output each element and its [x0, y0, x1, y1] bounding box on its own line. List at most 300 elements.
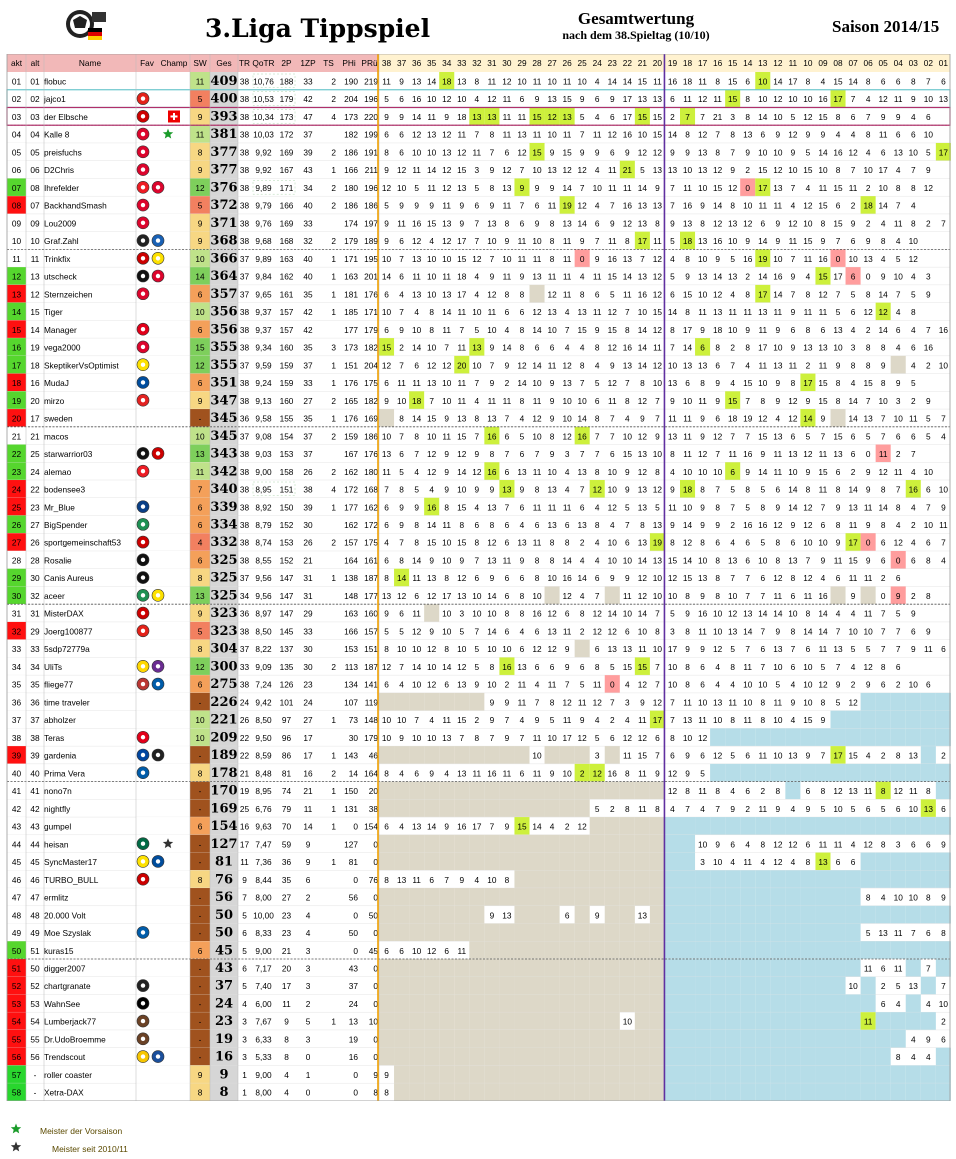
round-score: 14	[622, 271, 632, 282]
round-cell-bg	[725, 888, 740, 906]
zp1-value: 30	[303, 520, 313, 530]
round-score: 8	[820, 218, 826, 229]
round-score: 12	[592, 697, 602, 708]
round-score: 8	[715, 147, 720, 158]
table-row	[7, 480, 950, 498]
round-score: 17	[833, 750, 843, 761]
qotr-value: 9,08	[255, 431, 272, 442]
round-score: 15	[427, 218, 437, 229]
ts-value: 2	[331, 236, 336, 247]
qotr-value: 9,00	[255, 466, 272, 477]
round-score: 12	[848, 697, 858, 708]
pru-value: 201	[364, 271, 378, 282]
round-score: 10	[863, 626, 873, 637]
p2-value: 70	[281, 821, 292, 832]
round-score: 6	[504, 431, 510, 442]
round-cell-bg	[560, 799, 575, 817]
round-score: 2	[504, 679, 510, 690]
round-score: 8	[715, 555, 720, 566]
round-score: 4	[790, 857, 796, 868]
column-header-tr: TR	[238, 58, 251, 68]
round-cell-bg	[710, 1065, 725, 1083]
qotr-value: 8,95	[255, 484, 272, 495]
tr-value: 3	[242, 1034, 247, 1045]
round-score: 8	[880, 839, 886, 850]
round-header-25: 25	[577, 58, 587, 68]
round-header-22: 22	[622, 58, 632, 68]
round-cell-bg	[560, 994, 575, 1012]
round-cell-bg	[831, 1083, 846, 1101]
round-cell-bg	[800, 870, 815, 888]
rank-previous: 47	[30, 892, 40, 903]
round-score: 8	[865, 360, 871, 371]
round-score: 7	[670, 200, 675, 211]
round-score: 10	[728, 590, 738, 601]
rank-previous: 32	[30, 590, 40, 601]
round-score: 8	[775, 537, 781, 548]
round-score: 5	[549, 715, 555, 726]
pru-value: 187	[364, 661, 378, 672]
round-score: 10	[833, 803, 843, 814]
round-header-12: 12	[773, 58, 783, 68]
sw-value: -	[198, 413, 202, 424]
round-cell-bg	[861, 1083, 876, 1101]
round-header-13: 13	[758, 58, 768, 68]
round-score: 6	[926, 928, 931, 939]
round-cell-bg	[876, 941, 891, 959]
round-score: 4	[730, 786, 735, 797]
round-score: 6	[790, 590, 796, 601]
round-score: 7	[910, 449, 916, 460]
round-score: 16	[622, 129, 632, 140]
round-cell-bg	[605, 835, 620, 853]
round-score: 5	[910, 289, 916, 300]
round-cell-bg	[665, 994, 680, 1012]
rank-previous: 12	[30, 289, 40, 300]
round-cell-bg	[560, 924, 575, 942]
round-cell-bg	[695, 924, 710, 942]
round-score: 7	[609, 200, 615, 211]
round-score: 6	[895, 76, 901, 87]
sw-value: -	[198, 998, 202, 1009]
round-cell-bg	[876, 1083, 891, 1101]
round-score: 9	[640, 413, 645, 424]
round-score: 8	[880, 378, 886, 389]
round-score: 0	[745, 182, 751, 193]
round-score: 5	[384, 200, 389, 211]
round-score: 15	[457, 715, 467, 726]
round-cell-bg	[770, 1048, 785, 1066]
p2-value: 160	[279, 342, 294, 353]
round-score: 13	[547, 484, 557, 495]
subtitle-line-2: nach dem 38.Spieltag (10/10)	[562, 28, 710, 42]
round-score: 16	[833, 147, 843, 158]
sw-value: 15	[195, 342, 205, 353]
phi-value: 37	[348, 981, 358, 992]
qotr-value: 7,36	[255, 857, 272, 868]
player-name: starwarrior03	[44, 449, 93, 460]
round-score: 10	[622, 1016, 632, 1027]
round-cell-bg	[379, 1048, 394, 1066]
sw-value: 10	[195, 253, 205, 264]
round-cell-bg	[635, 817, 650, 835]
bayern-crest-inner	[141, 150, 145, 154]
round-cell-bg	[740, 1030, 755, 1048]
round-score: 6	[880, 76, 886, 87]
round-score: 8	[384, 768, 389, 779]
round-score: 12	[803, 573, 813, 584]
round-score: 13	[682, 715, 693, 726]
round-score: 6	[926, 679, 931, 690]
round-cell-bg	[575, 1065, 590, 1083]
round-cell-bg	[906, 994, 921, 1012]
round-cell-bg	[499, 994, 514, 1012]
rank-previous: 40	[30, 768, 40, 779]
round-score: 7	[850, 94, 856, 105]
column-header-name: Name	[78, 58, 102, 68]
round-cell-bg	[800, 1065, 815, 1083]
round-score: 5	[474, 644, 480, 655]
round-cell-bg	[454, 1083, 469, 1101]
round-score: 15	[728, 94, 738, 105]
round-score: 10	[848, 981, 858, 992]
round-score: 2	[880, 750, 886, 761]
round-score: 11	[562, 715, 572, 726]
round-score: 6	[670, 94, 675, 105]
round-score: 8	[564, 537, 570, 548]
round-score: 13	[908, 750, 918, 761]
phi-value: 81	[348, 857, 358, 868]
sw-value: 13	[195, 449, 205, 460]
round-cell-bg	[740, 888, 755, 906]
round-score: 8	[549, 555, 555, 566]
round-cell-bg	[755, 994, 770, 1012]
qotr-value: 7,17	[255, 963, 272, 974]
sw-value: -	[198, 803, 202, 814]
round-score: 6	[715, 413, 720, 424]
round-score: 10	[487, 324, 497, 335]
ts-value: 1	[331, 803, 336, 814]
round-cell-bg	[650, 994, 665, 1012]
player-name: mirzo	[44, 395, 65, 406]
round-cell-bg	[921, 728, 936, 746]
round-cell-bg	[785, 1012, 800, 1030]
round-score: 8	[625, 236, 630, 247]
round-score: 16	[502, 661, 512, 672]
rank-current: 30	[11, 590, 22, 601]
round-cell-bg	[454, 994, 469, 1012]
round-score: 11	[728, 307, 737, 318]
round-cell-bg	[379, 799, 394, 817]
rank-current: 52	[11, 981, 22, 992]
round-score: 15	[457, 431, 467, 442]
round-cell-bg	[725, 1012, 740, 1030]
p2-value: 173	[279, 111, 294, 122]
p2-value: 126	[279, 679, 294, 690]
round-score: 8	[820, 786, 826, 797]
round-score: 8	[730, 715, 735, 726]
tr-value: 38	[239, 165, 250, 176]
round-score: 5	[670, 608, 675, 619]
round-score: 12	[622, 218, 632, 229]
sw-value: 6	[197, 821, 203, 832]
pru-value: 162	[364, 502, 378, 513]
round-score: 8	[865, 342, 871, 353]
pru-value: 20	[368, 786, 378, 797]
round-cell-bg	[439, 1030, 454, 1048]
round-score: 10	[773, 661, 783, 672]
player-name: BackhandSmash	[44, 200, 107, 211]
table-row	[7, 994, 950, 1012]
round-score: 12	[457, 573, 467, 584]
round-cell-bg	[755, 1048, 770, 1066]
rank-previous: 39	[30, 750, 40, 761]
total-points: 345	[210, 428, 238, 444]
phi-value: 131	[344, 803, 358, 814]
round-score: 10	[713, 466, 723, 477]
round-score: 11	[547, 200, 557, 211]
zp1-value: 42	[303, 94, 313, 105]
round-cell-bg	[424, 906, 439, 924]
round-score: 9	[941, 892, 946, 903]
round-cell-bg	[454, 906, 469, 924]
gladbach-crest-inner	[141, 558, 145, 562]
round-cell-bg	[499, 959, 514, 977]
round-score: 7	[670, 182, 675, 193]
round-score: 5	[910, 378, 916, 389]
round-score: 5	[820, 803, 826, 814]
table-row	[7, 675, 950, 693]
round-cell-bg	[439, 853, 454, 871]
round-score: 9	[700, 502, 705, 513]
round-score: 6	[670, 289, 675, 300]
total-points: 409	[210, 74, 238, 89]
round-cell-bg	[906, 728, 921, 746]
round-cell-bg	[514, 906, 529, 924]
round-cell-bg	[831, 728, 846, 746]
round-score: 8	[835, 378, 841, 389]
table-row	[7, 196, 950, 214]
round-score: 7	[730, 360, 735, 371]
round-score: 11	[698, 626, 707, 637]
round-score: 9	[534, 182, 540, 193]
tr-value: 34	[239, 590, 250, 601]
phi-value: 172	[344, 484, 358, 495]
round-score: 8	[549, 218, 555, 229]
round-score: 6	[790, 324, 796, 335]
round-score: 6	[504, 626, 510, 637]
round-score: 12	[652, 324, 663, 335]
round-score: 7	[670, 715, 675, 726]
round-score: 8	[895, 502, 901, 513]
zp1-value: 14	[303, 821, 313, 832]
round-score: 9	[685, 644, 690, 655]
round-score: 16	[577, 431, 587, 442]
tr-value: 38	[239, 218, 250, 229]
ts-value: 2	[331, 147, 336, 158]
round-score: 10	[682, 165, 693, 176]
round-score: 6	[519, 573, 525, 584]
round-score: 6	[534, 200, 540, 211]
round-cell-bg	[635, 888, 650, 906]
round-score: 7	[880, 413, 886, 424]
round-score: 8	[910, 218, 916, 229]
round-cell-bg	[394, 853, 409, 871]
rank-current: 47	[11, 892, 22, 903]
round-cell-bg	[906, 870, 921, 888]
round-score: 6	[504, 307, 510, 318]
round-score: 14	[427, 76, 437, 87]
round-cell-bg	[936, 870, 951, 888]
round-score: 10	[427, 342, 437, 353]
round-score: 15	[381, 342, 392, 353]
round-score: 7	[835, 289, 841, 300]
round-cell-bg	[484, 1083, 499, 1101]
round-score: 9	[459, 874, 465, 885]
round-score: 8	[594, 661, 600, 672]
round-cell-bg	[800, 959, 815, 977]
sw-value: 10	[195, 715, 205, 726]
round-score: 9	[685, 750, 690, 761]
round-score: 9	[926, 626, 931, 637]
zp1-value: 32	[303, 236, 313, 247]
round-score: 8	[865, 129, 871, 140]
round-cell-bg	[815, 1065, 830, 1083]
total-points: 340	[210, 482, 238, 498]
round-score: 4	[895, 165, 901, 176]
round-score: 5	[805, 147, 811, 158]
round-score: 11	[457, 945, 467, 956]
round-cell-bg	[454, 888, 469, 906]
round-score: 12	[697, 129, 708, 140]
round-score: 10	[652, 378, 663, 389]
round-score: 4	[594, 537, 600, 548]
round-score: 12	[607, 378, 617, 389]
round-cell-bg	[424, 746, 439, 764]
round-score: 5	[730, 253, 735, 264]
bremen-crest-inner	[141, 593, 145, 597]
zp1-value: 40	[303, 253, 313, 264]
player-name: Moe Szyslak	[44, 928, 92, 939]
round-score: 9	[835, 537, 841, 548]
round-score: 9	[399, 732, 404, 743]
round-score: 7	[865, 395, 871, 406]
round-score: 6	[609, 111, 615, 122]
round-cell-bg	[891, 1083, 906, 1101]
round-score: 13	[457, 679, 467, 690]
round-cell-bg	[469, 888, 484, 906]
round-score: 4	[865, 147, 871, 158]
sw-value: 5	[197, 626, 203, 637]
player-name: Dr.UdoBroemme	[44, 1034, 106, 1045]
round-score: 12	[652, 289, 663, 300]
round-cell-bg	[575, 1048, 590, 1066]
round-cell-bg	[439, 746, 454, 764]
round-score: 10	[412, 945, 422, 956]
phi-value: 0	[353, 874, 358, 885]
round-score: 8	[700, 378, 705, 389]
round-cell-bg	[740, 906, 755, 924]
round-cell-bg	[770, 994, 785, 1012]
round-header-38: 38	[381, 58, 392, 68]
round-cell-bg	[620, 941, 635, 959]
round-score: 4	[564, 466, 570, 477]
round-score: 9	[745, 147, 751, 158]
round-score: 11	[788, 360, 798, 371]
pru-value: 0	[373, 857, 378, 868]
round-score: 4	[474, 289, 480, 300]
round-cell-bg	[861, 764, 876, 782]
pru-value: 182	[364, 395, 378, 406]
round-score: 6	[655, 732, 660, 743]
round-score: 6	[805, 644, 811, 655]
round-cell-bg	[484, 888, 499, 906]
round-score: 10	[442, 537, 452, 548]
round-score: 4	[594, 165, 600, 176]
pru-value: 38	[368, 803, 378, 814]
round-cell-bg	[484, 977, 499, 995]
round-score: 16	[637, 289, 647, 300]
ts-value: 1	[331, 821, 336, 832]
round-score: 15	[682, 573, 693, 584]
qotr-value: 8,00	[255, 892, 272, 903]
total-points: 50	[214, 925, 234, 941]
round-score: 18	[863, 200, 873, 211]
sw-value: 6	[197, 324, 203, 335]
round-score: 14	[381, 271, 392, 282]
round-score: 10	[743, 679, 753, 690]
round-cell-bg	[725, 924, 740, 942]
round-cell-bg	[394, 693, 409, 711]
round-score: 11	[562, 271, 572, 282]
round-score: 7	[399, 307, 404, 318]
round-score: 5	[790, 111, 796, 122]
round-score: 7	[820, 502, 826, 513]
round-score: 7	[399, 537, 404, 548]
tr-value: 37	[239, 253, 250, 264]
round-cell-bg	[891, 1030, 906, 1048]
round-score: 9	[790, 307, 796, 318]
rank-previous: 49	[30, 928, 40, 939]
table-row	[7, 516, 950, 534]
round-score: 17	[803, 378, 813, 389]
round-score: 4	[865, 750, 871, 761]
round-cell-bg	[545, 1083, 560, 1101]
phi-value: 43	[348, 963, 358, 974]
round-cell-bg	[906, 906, 921, 924]
round-score: 7	[579, 449, 585, 460]
round-score: 11	[878, 449, 888, 460]
round-cell-bg	[545, 782, 560, 800]
round-score: 4	[474, 395, 480, 406]
round-score: 15	[833, 76, 843, 87]
round-score: 12	[713, 289, 723, 300]
round-score: 6	[880, 147, 886, 158]
round-cell-bg	[680, 1065, 695, 1083]
round-score: 12	[878, 466, 888, 477]
sw-value: -	[198, 786, 202, 797]
round-score: 6	[534, 520, 540, 530]
round-score: 12	[427, 449, 437, 460]
round-score: 14	[412, 413, 422, 424]
round-score: 14	[713, 271, 723, 282]
tr-value: 38	[239, 307, 250, 318]
round-score: 13	[577, 307, 587, 318]
round-score: 12	[697, 449, 708, 460]
round-cell-bg	[936, 941, 951, 959]
round-score: 8	[790, 378, 796, 389]
round-score: 13	[487, 413, 497, 424]
